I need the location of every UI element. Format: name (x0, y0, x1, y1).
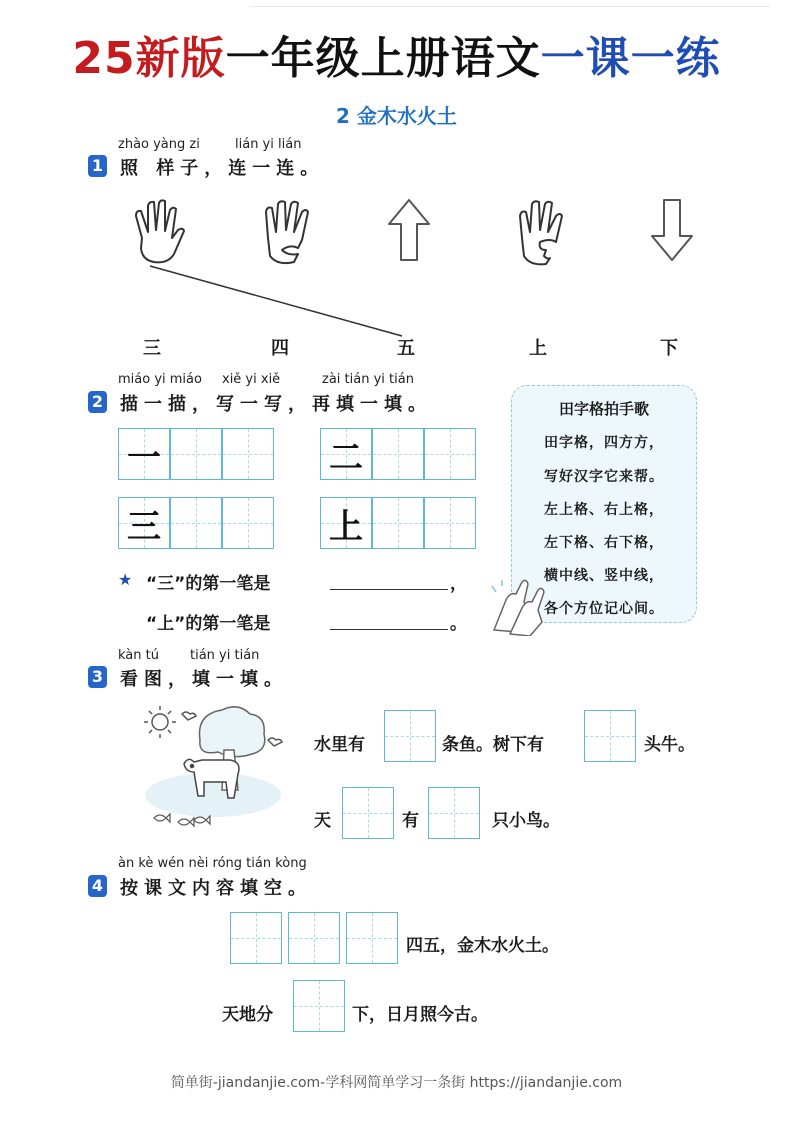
grid-char: 三 (127, 506, 161, 547)
q3-s1-c: 头牛。 (644, 735, 695, 755)
writing-grid[interactable] (222, 497, 274, 549)
q3-s1-b: 条鱼。树下有 (442, 735, 544, 755)
writing-grid[interactable] (170, 428, 222, 480)
q2-line2-end: 。 (450, 614, 467, 634)
answer-grid[interactable] (584, 710, 636, 762)
q2-pinyin-b: xiě yi xiě (222, 372, 281, 387)
q3-s2-a: 天 (314, 811, 331, 831)
answer-grid[interactable] (428, 787, 480, 839)
q2-instruction: 描一描，写一写，再填一填。 (120, 394, 432, 415)
q1-word-1: 三 (143, 338, 161, 359)
writing-grid[interactable] (372, 428, 424, 480)
song-line: 左下格、右下格， (544, 535, 664, 551)
q3-s1-a: 水里有 (314, 735, 365, 755)
header-edition: 25新版 (72, 33, 226, 84)
hand-five-fingers-icon (136, 200, 184, 262)
arrow-down-icon (652, 200, 692, 260)
q1-instruction: 照 样子，连一连。 (120, 158, 325, 179)
q4-instruction: 按课文内容填空。 (120, 878, 312, 899)
writing-grid[interactable] (372, 497, 424, 549)
answer-grid[interactable] (288, 912, 340, 964)
q2-line2-text: “上”的第一笔是 (146, 614, 271, 634)
song-title: 田字格拍手歌 (558, 400, 649, 418)
page-header-title (0, 22, 793, 86)
song-line: 各个方位记心间。 (544, 601, 664, 617)
answer-grid[interactable] (293, 980, 345, 1032)
trace-grid (118, 428, 170, 480)
hand-three-fingers-icon (520, 201, 562, 264)
q3-scene-picture (138, 700, 288, 835)
q4-line2-start: 天地分 (222, 1005, 273, 1025)
grid-char: 上 (329, 506, 363, 547)
q2-line1-text: “三”的第一笔是 (146, 574, 271, 594)
song-line: 田字格，四方方， (544, 435, 664, 451)
header-rule (250, 6, 770, 7)
lesson-title: 2 金木水火土 (336, 104, 457, 128)
q4-line2-end: 下，日月照今古。 (352, 1005, 488, 1025)
clapping-hands-icon (488, 578, 548, 636)
writing-grid[interactable] (222, 428, 274, 480)
q4-pinyin: àn kè wén nèi róng tián kòng (118, 856, 307, 871)
header-series: 一课一练 (540, 33, 721, 84)
q2-pinyin-a: miáo yi miáo (118, 372, 202, 387)
grid-char: 一 (127, 437, 161, 478)
q1-word-2: 四 (271, 338, 289, 359)
grid-char: 二 (329, 437, 363, 478)
q2-pinyin-c: zài tián yi tián (322, 372, 414, 387)
q1-pinyin-a: zhào yàng zi (118, 137, 200, 152)
trace-grid (320, 428, 372, 480)
example-connect-line (150, 266, 402, 336)
sun-icon (144, 706, 176, 738)
song-line: 写好汉字它来帮。 (544, 469, 664, 485)
q3-pinyin-a: kàn tú (118, 648, 159, 663)
answer-grid[interactable] (342, 787, 394, 839)
hand-four-fingers-icon (266, 201, 308, 263)
header-grade-subject: 一年级上册语文 (225, 33, 541, 84)
song-line: 左上格、右上格， (544, 502, 664, 518)
q2-line1-end: ， (450, 574, 467, 594)
writing-grid[interactable] (170, 497, 222, 549)
arrow-up-icon (389, 200, 429, 260)
q1-number-badge: 1 (88, 155, 107, 177)
q3-pinyin-b: tián yi tián (190, 648, 260, 663)
q1-pinyin-b: lián yi lián (235, 137, 302, 152)
q3-instruction: 看图，填一填。 (120, 669, 288, 690)
trace-grid (320, 497, 372, 549)
q3-s2-b: 有 (402, 811, 419, 831)
q1-picture-row (120, 190, 720, 340)
q1-word-3: 五 (397, 338, 415, 359)
page-footer: 简单街-jiandanjie.com-学科网简单学习一条街 https://jiandanjie.com (170, 1075, 623, 1091)
q3-number-badge: 3 (88, 666, 107, 688)
q4-line1-end: 四五，金木水火土。 (406, 936, 559, 956)
q1-word-4: 上 (529, 338, 547, 359)
star-icon: ★ (118, 570, 133, 589)
song-line: 横中线、竖中线， (544, 568, 664, 584)
answer-grid[interactable] (346, 912, 398, 964)
trace-grid (118, 497, 170, 549)
q4-number-badge: 4 (88, 875, 107, 897)
answer-grid[interactable] (384, 710, 436, 762)
q2-line2-blank[interactable] (330, 611, 448, 630)
q3-s2-c: 只小鸟。 (492, 811, 560, 831)
q2-number-badge: 2 (88, 391, 107, 413)
q2-line1-blank[interactable] (330, 571, 448, 590)
writing-grid[interactable] (424, 497, 476, 549)
writing-grid[interactable] (424, 428, 476, 480)
answer-grid[interactable] (230, 912, 282, 964)
q1-word-5: 下 (660, 338, 678, 359)
